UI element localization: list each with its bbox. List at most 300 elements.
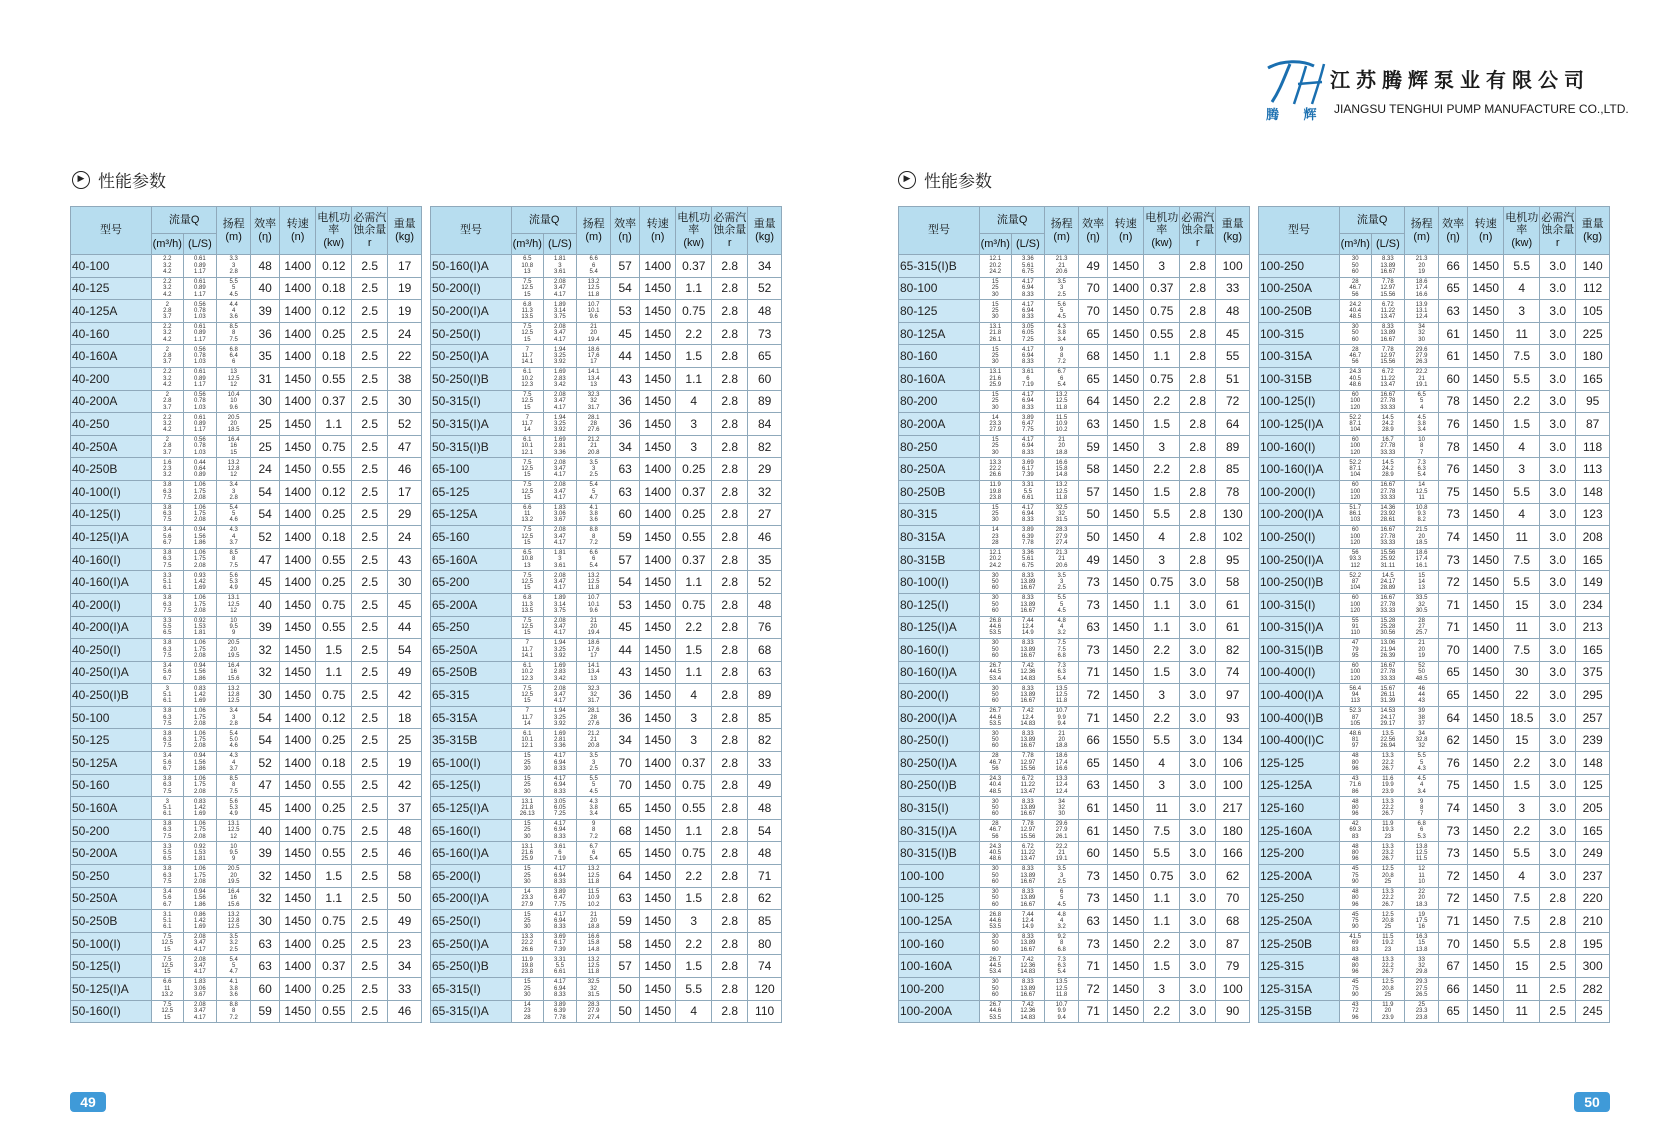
cell-flow-m3h: 13.3 22.2 26.6 xyxy=(980,458,1012,481)
cell-head: 16.4 16 15.6 xyxy=(217,887,251,910)
cell-efficiency: 59 xyxy=(611,910,640,933)
cell-efficiency: 63 xyxy=(611,480,640,503)
cell-model: 65-200 xyxy=(431,571,512,594)
cell-speed: 1400 xyxy=(280,480,316,503)
cell-speed: 1450 xyxy=(1108,571,1144,594)
cell-model: 100-250(I) xyxy=(1259,526,1340,549)
cell-flow-ls: 2.08 3.47 4.17 xyxy=(543,390,577,413)
cell-weight: 48 xyxy=(748,842,782,865)
cell-power: 2.2 xyxy=(1144,706,1180,729)
cell-speed: 1450 xyxy=(1108,819,1144,842)
cell-weight: 54 xyxy=(388,639,422,662)
cell-model: 100-200 xyxy=(899,978,980,1001)
cell-model: 80-125 xyxy=(899,300,980,323)
cell-speed: 1450 xyxy=(280,684,316,707)
cell-head: 10.7 9.9 9.4 xyxy=(1045,1000,1079,1023)
cell-flow-ls: 4.17 6.94 8.33 xyxy=(543,819,577,842)
cell-weight: 18 xyxy=(388,706,422,729)
cell-speed: 1450 xyxy=(640,955,676,978)
table-row xyxy=(899,729,1250,752)
cell-npsh: 2.8 xyxy=(712,955,748,978)
cell-npsh: 2.5 xyxy=(352,300,388,323)
cell-flow-m3h: 30 50 60 xyxy=(980,593,1012,616)
cell-power: 1.1 xyxy=(676,571,712,594)
cell-speed: 1450 xyxy=(1468,887,1504,910)
cell-speed: 1400 xyxy=(1468,639,1504,662)
cell-power: 0.55 xyxy=(676,526,712,549)
cell-weight: 130 xyxy=(1216,503,1250,526)
table-row xyxy=(899,300,1250,323)
header-flow-ls xyxy=(543,234,577,255)
cell-model: 125-125 xyxy=(1259,752,1340,775)
cell-model: 100-315(I) xyxy=(1259,593,1340,616)
cell-npsh: 2.5 xyxy=(352,955,388,978)
cell-flow-ls: 3.69 6.17 7.39 xyxy=(1011,458,1045,481)
cell-speed: 1450 xyxy=(1108,413,1144,436)
cell-flow-ls: 3.89 6.47 7.75 xyxy=(543,887,577,910)
cell-flow-m3h: 56.4 94 113 xyxy=(1340,684,1372,707)
cell-weight: 48 xyxy=(748,593,782,616)
table-row xyxy=(1259,887,1610,910)
cell-efficiency: 73 xyxy=(1439,819,1468,842)
cell-npsh: 2.8 xyxy=(712,865,748,888)
header-flow-text: 流量Q xyxy=(168,213,200,226)
cell-efficiency: 30 xyxy=(251,684,280,707)
cell-speed: 1400 xyxy=(280,571,316,594)
cell-head: 13.2 12.8 12 xyxy=(217,458,251,481)
cell-flow-m3h: 3.8 6.3 7.5 xyxy=(152,819,184,842)
cell-npsh: 2.5 xyxy=(1540,955,1576,978)
cell-power: 2.2 xyxy=(676,616,712,639)
cell-power: 0.55 xyxy=(316,458,352,481)
cell-power: 1.5 xyxy=(316,865,352,888)
cell-npsh: 2.8 xyxy=(1180,277,1216,300)
cell-power: 1.1 xyxy=(676,819,712,842)
cell-head: 10 9.5 9 xyxy=(217,616,251,639)
table-row xyxy=(71,616,422,639)
cell-weight: 74 xyxy=(748,955,782,978)
cell-power: 0.55 xyxy=(316,548,352,571)
cell-speed: 1450 xyxy=(640,865,676,888)
cell-model: 40-250(I) xyxy=(71,639,152,662)
header-power xyxy=(676,207,712,255)
cell-head: 6.8 6.4 6 xyxy=(217,345,251,368)
cell-efficiency: 36 xyxy=(611,684,640,707)
cell-power: 2.2 xyxy=(676,322,712,345)
table-row xyxy=(71,593,422,616)
cell-flow-ls: 4.17 6.94 8.33 xyxy=(543,752,577,775)
cell-weight: 42 xyxy=(388,774,422,797)
cell-weight: 33 xyxy=(1216,277,1250,300)
cell-head: 6.7 6 5.4 xyxy=(1045,367,1079,390)
cell-efficiency: 76 xyxy=(1439,413,1468,436)
header-weight-text: 重量 xyxy=(1221,218,1244,231)
table-row xyxy=(431,729,782,752)
cell-head: 18.6 17.4 16.6 xyxy=(1405,277,1439,300)
cell-model: 50-200A xyxy=(71,842,152,865)
cell-model: 65-250B xyxy=(431,661,512,684)
cell-efficiency: 58 xyxy=(1079,458,1108,481)
table-row xyxy=(899,842,1250,865)
table-row xyxy=(431,345,782,368)
cell-flow-ls: 16.67 27.78 33.33 xyxy=(1371,526,1405,549)
cell-head: 16.4 16 15 xyxy=(217,435,251,458)
cell-weight: 62 xyxy=(748,887,782,910)
header-weight-text: (kg) xyxy=(1223,230,1243,243)
table-row xyxy=(71,480,422,503)
cell-flow-ls: 2.08 3.47 4.17 xyxy=(183,1000,217,1023)
cell-efficiency: 73 xyxy=(1439,842,1468,865)
cell-power: 22 xyxy=(1504,684,1540,707)
table-row xyxy=(431,300,782,323)
table-row xyxy=(431,684,782,707)
cell-flow-ls: 4.17 6.94 8.33 xyxy=(1011,345,1045,368)
cell-npsh: 3.0 xyxy=(1540,842,1576,865)
cell-npsh: 3.0 xyxy=(1540,616,1576,639)
cell-head: 4.3 3.8 3.4 xyxy=(577,797,611,820)
header-model xyxy=(1259,207,1340,255)
cell-efficiency: 71 xyxy=(1079,1000,1108,1023)
cell-npsh: 2.5 xyxy=(352,435,388,458)
cell-npsh: 3.0 xyxy=(1180,1000,1216,1023)
cell-flow-m3h: 30 50 60 xyxy=(980,887,1012,910)
cell-power: 2.2 xyxy=(1504,819,1540,842)
cell-model: 80-100 xyxy=(899,277,980,300)
cell-npsh: 2.8 xyxy=(712,729,748,752)
cell-power: 0.75 xyxy=(1144,571,1180,594)
cell-speed: 1400 xyxy=(1108,277,1144,300)
cell-npsh: 2.5 xyxy=(352,1000,388,1023)
table-row xyxy=(1259,910,1610,933)
cell-efficiency: 73 xyxy=(1079,932,1108,955)
cell-flow-m3h: 7.5 12.5 15 xyxy=(512,571,544,594)
cell-weight: 68 xyxy=(1216,910,1250,933)
cell-flow-m3h: 47 79 95 xyxy=(1340,639,1372,662)
cell-flow-ls: 13.3 22.2 26.7 xyxy=(1371,752,1405,775)
cell-npsh: 3.0 xyxy=(1540,774,1576,797)
cell-model: 40-160(I) xyxy=(71,548,152,571)
table-row xyxy=(71,322,422,345)
cell-efficiency: 60 xyxy=(251,978,280,1001)
header-weight-text: 重量 xyxy=(393,218,416,231)
cell-speed: 1450 xyxy=(280,887,316,910)
cell-efficiency: 63 xyxy=(251,932,280,955)
table-row xyxy=(899,526,1250,549)
cell-efficiency: 64 xyxy=(1439,706,1468,729)
cell-flow-m3h: 60 100 120 xyxy=(1340,390,1372,413)
cell-model: 40-250B xyxy=(71,458,152,481)
cell-flow-ls: 1.94 3.25 3.92 xyxy=(543,413,577,436)
header-power-text: 电机功率 xyxy=(677,212,711,237)
cell-speed: 1450 xyxy=(1108,932,1144,955)
cell-power: 0.18 xyxy=(316,345,352,368)
cell-model: 65-160(I) xyxy=(431,819,512,842)
table-row xyxy=(1259,1000,1610,1023)
cell-speed: 1450 xyxy=(280,774,316,797)
cell-efficiency: 50 xyxy=(1079,503,1108,526)
cell-efficiency: 72 xyxy=(1439,865,1468,888)
cell-npsh: 3.0 xyxy=(1540,865,1576,888)
cell-flow-ls: 12.5 20.8 25 xyxy=(1371,910,1405,933)
cell-efficiency: 54 xyxy=(611,277,640,300)
cell-model: 80-200A xyxy=(899,413,980,436)
table-row xyxy=(1259,616,1610,639)
cell-npsh: 2.8 xyxy=(712,910,748,933)
cell-weight: 30 xyxy=(388,571,422,594)
cell-flow-ls: 14.53 24.17 29.17 xyxy=(1371,706,1405,729)
cell-weight: 89 xyxy=(748,390,782,413)
cell-head: 39 38 37 xyxy=(1405,706,1439,729)
spec-table-1 xyxy=(70,206,422,1023)
cell-power: 1.1 xyxy=(316,661,352,684)
cell-flow-ls: 1.81 3 3.61 xyxy=(543,548,577,571)
cell-head: 7.3 6.3 5.4 xyxy=(1045,661,1079,684)
cell-npsh: 3.0 xyxy=(1540,255,1576,278)
cell-power: 0.25 xyxy=(316,797,352,820)
cell-efficiency: 62 xyxy=(1439,729,1468,752)
cell-flow-ls: 16.67 27.78 33.33 xyxy=(1371,593,1405,616)
cell-efficiency: 63 xyxy=(1079,616,1108,639)
cell-power: 0.18 xyxy=(316,277,352,300)
cell-speed: 1450 xyxy=(1468,978,1504,1001)
cell-model: 50-250 xyxy=(71,865,152,888)
cell-weight: 17 xyxy=(388,480,422,503)
cell-weight: 48 xyxy=(748,300,782,323)
cell-model: 80-315(I)B xyxy=(899,842,980,865)
table-row xyxy=(431,774,782,797)
cell-flow-m3h: 30 50 60 xyxy=(980,684,1012,707)
cell-head: 16.4 16 15.6 xyxy=(217,661,251,684)
cell-speed: 1450 xyxy=(1108,887,1144,910)
header-weight xyxy=(388,207,422,255)
cell-flow-ls: 7.42 12.36 14.83 xyxy=(1011,1000,1045,1023)
cell-efficiency: 35 xyxy=(251,345,280,368)
cell-power: 1.1 xyxy=(676,277,712,300)
cell-efficiency: 61 xyxy=(1079,819,1108,842)
cell-head: 8.8 8 7.2 xyxy=(217,1000,251,1023)
cell-npsh: 2.5 xyxy=(352,842,388,865)
cell-power: 4 xyxy=(1504,277,1540,300)
cell-speed: 1450 xyxy=(280,1000,316,1023)
cell-flow-ls: 4.17 6.94 8.33 xyxy=(1011,300,1045,323)
cell-power: 4 xyxy=(1504,435,1540,458)
table-row xyxy=(899,322,1250,345)
cell-model: 40-250(I)B xyxy=(71,684,152,707)
cell-flow-ls: 1.94 3.25 3.92 xyxy=(543,706,577,729)
header-efficiency-text: (η) xyxy=(1446,230,1460,243)
table-row xyxy=(899,593,1250,616)
cell-model: 80-315A xyxy=(899,526,980,549)
cell-speed: 1450 xyxy=(1468,752,1504,775)
cell-weight: 113 xyxy=(1576,458,1610,481)
cell-flow-m3h: 14 23.3 27.9 xyxy=(512,887,544,910)
cell-efficiency: 54 xyxy=(251,503,280,526)
cell-weight: 25 xyxy=(388,729,422,752)
cell-speed: 1450 xyxy=(1108,390,1144,413)
cell-npsh: 3.0 xyxy=(1180,910,1216,933)
cell-efficiency: 32 xyxy=(251,887,280,910)
header-flow-ls xyxy=(1011,234,1045,255)
cell-npsh: 2.8 xyxy=(1540,910,1576,933)
cell-model: 100-250A xyxy=(1259,277,1340,300)
cell-flow-ls: 8.33 13.89 16.67 xyxy=(1011,865,1045,888)
cell-efficiency: 74 xyxy=(1439,797,1468,820)
cell-model: 50-125(I) xyxy=(71,955,152,978)
cell-head: 6.8 6 5.3 xyxy=(1405,819,1439,842)
cell-efficiency: 52 xyxy=(251,526,280,549)
cell-flow-m3h: 30 50 60 xyxy=(980,865,1012,888)
cell-flow-ls: 15.28 25.28 30.56 xyxy=(1371,616,1405,639)
cell-weight: 120 xyxy=(748,978,782,1001)
cell-speed: 1400 xyxy=(280,322,316,345)
cell-flow-m3h: 13.1 21.8 26.1 xyxy=(980,322,1012,345)
cell-flow-ls: 0.56 0.78 1.03 xyxy=(183,345,217,368)
cell-speed: 1450 xyxy=(640,729,676,752)
cell-npsh: 3.0 xyxy=(1180,593,1216,616)
cell-efficiency: 48 xyxy=(251,255,280,278)
cell-npsh: 3.0 xyxy=(1540,639,1576,662)
table-row xyxy=(1259,706,1610,729)
cell-npsh: 2.5 xyxy=(1540,978,1576,1001)
cell-power: 7.5 xyxy=(1504,639,1540,662)
table-row xyxy=(1259,955,1610,978)
cell-efficiency: 40 xyxy=(251,819,280,842)
cell-power: 3 xyxy=(1504,300,1540,323)
cell-power: 3 xyxy=(1504,797,1540,820)
cell-flow-ls: 1.81 3 3.61 xyxy=(543,255,577,278)
cell-speed: 1450 xyxy=(1468,300,1504,323)
header-power-text: (kw) xyxy=(683,236,705,249)
cell-efficiency: 31 xyxy=(251,367,280,390)
cell-flow-m3h: 28 46.7 56 xyxy=(1340,277,1372,300)
cell-flow-ls: 4.17 6.94 8.33 xyxy=(1011,503,1045,526)
cell-efficiency: 59 xyxy=(1079,435,1108,458)
cell-power: 15 xyxy=(1504,729,1540,752)
cell-flow-ls: 4.17 6.94 8.33 xyxy=(1011,277,1045,300)
cell-head: 10 8 7 xyxy=(1405,435,1439,458)
cell-speed: 1450 xyxy=(1468,616,1504,639)
cell-npsh: 2.8 xyxy=(1180,435,1216,458)
cell-flow-ls: 7.78 12.97 15.56 xyxy=(1011,819,1045,842)
cell-flow-ls: 16.67 27.78 33.33 xyxy=(1371,480,1405,503)
table-row xyxy=(71,1000,422,1023)
cell-flow-ls: 1.06 1.75 2.08 xyxy=(183,865,217,888)
table-row xyxy=(1259,480,1610,503)
cell-head: 5.6 5.3 4.9 xyxy=(217,797,251,820)
header-npsh-text: r xyxy=(1555,236,1560,249)
cell-efficiency: 73 xyxy=(1079,865,1108,888)
cell-head: 13.2 12.8 12.5 xyxy=(217,684,251,707)
th-monogram-icon xyxy=(1262,58,1332,108)
cell-weight: 165 xyxy=(1576,819,1610,842)
cell-npsh: 2.8 xyxy=(712,639,748,662)
cell-model: 80-250B xyxy=(899,480,980,503)
cell-flow-m3h: 28 46.7 56 xyxy=(980,752,1012,775)
cell-head: 8.5 8 7.5 xyxy=(217,548,251,571)
cell-npsh: 2.8 xyxy=(712,548,748,571)
cell-head: 20.5 20 19.5 xyxy=(217,639,251,662)
cell-flow-ls: 2.08 3.47 4.17 xyxy=(543,480,577,503)
cell-flow-ls: 4.17 6.94 8.33 xyxy=(543,910,577,933)
cell-npsh: 2.5 xyxy=(352,322,388,345)
section-title-text: 性能参数 xyxy=(98,172,166,192)
cell-head: 3.4 3 2.8 xyxy=(217,480,251,503)
cell-speed: 1450 xyxy=(640,345,676,368)
cell-power: 0.37 xyxy=(676,752,712,775)
cell-speed: 1400 xyxy=(280,978,316,1001)
cell-model: 40-250 xyxy=(71,413,152,436)
cell-head: 13.3 12.4 12.4 xyxy=(1045,774,1079,797)
cell-model: 80-160(I) xyxy=(899,639,980,662)
cell-model: 80-125A xyxy=(899,322,980,345)
cell-weight: 148 xyxy=(1576,752,1610,775)
cell-model: 50-160 xyxy=(71,774,152,797)
cell-weight: 76 xyxy=(748,616,782,639)
cell-weight: 220 xyxy=(1576,887,1610,910)
cell-flow-ls: 1.06 1.75 2.08 xyxy=(183,548,217,571)
cell-power: 2.2 xyxy=(1144,390,1180,413)
company-logo xyxy=(1262,58,1629,123)
cell-speed: 1450 xyxy=(1108,865,1144,888)
cell-power: 11 xyxy=(1504,978,1540,1001)
table-row xyxy=(899,571,1250,594)
cell-flow-m3h: 3.8 6.3 7.5 xyxy=(152,774,184,797)
cell-head: 5.4 5 4.7 xyxy=(577,480,611,503)
cell-speed: 1450 xyxy=(1108,639,1144,662)
cell-weight: 205 xyxy=(1576,797,1610,820)
cell-weight: 85 xyxy=(748,910,782,933)
cell-flow-ls: 4.17 6.94 8.33 xyxy=(543,865,577,888)
cell-npsh: 3.0 xyxy=(1180,571,1216,594)
cell-power: 3 xyxy=(676,413,712,436)
cell-model: 125-315 xyxy=(1259,955,1340,978)
cell-npsh: 2.8 xyxy=(712,684,748,707)
cell-weight: 29 xyxy=(748,458,782,481)
cell-efficiency: 54 xyxy=(611,571,640,594)
cell-flow-m3h: 30 50 60 xyxy=(980,639,1012,662)
cell-npsh: 3.0 xyxy=(1540,593,1576,616)
cell-efficiency: 75 xyxy=(1439,480,1468,503)
cell-speed: 1450 xyxy=(1468,774,1504,797)
cell-head: 20.5 20 19.5 xyxy=(217,865,251,888)
cell-weight: 58 xyxy=(1216,571,1250,594)
cell-flow-m3h: 6.8 11.3 13.5 xyxy=(512,300,544,323)
table-row xyxy=(899,819,1250,842)
cell-flow-ls: 16.7 27.78 33.33 xyxy=(1371,435,1405,458)
cell-head: 21 20 18.8 xyxy=(1045,435,1079,458)
cell-head: 34 32.8 32 xyxy=(1405,729,1439,752)
table-row xyxy=(1259,548,1610,571)
cell-weight: 19 xyxy=(388,277,422,300)
cell-flow-ls: 0.44 0.64 0.89 xyxy=(183,458,217,481)
cell-npsh: 3.0 xyxy=(1540,480,1576,503)
cell-flow-ls: 1.06 1.75 2.08 xyxy=(183,480,217,503)
cell-power: 1.5 xyxy=(1144,955,1180,978)
cell-model: 125-250A xyxy=(1259,910,1340,933)
cell-weight: 165 xyxy=(1576,548,1610,571)
cell-power: 1.5 xyxy=(1144,413,1180,436)
cell-power: 0.37 xyxy=(676,548,712,571)
cell-speed: 1450 xyxy=(1108,526,1144,549)
cell-weight: 89 xyxy=(748,684,782,707)
table-row xyxy=(899,390,1250,413)
cell-flow-ls: 0.61 0.89 1.17 xyxy=(183,367,217,390)
cell-power: 0.37 xyxy=(676,255,712,278)
cell-npsh: 2.8 xyxy=(712,480,748,503)
cell-power: 5.5 xyxy=(676,978,712,1001)
cell-flow-m3h: 6.6 11 13.2 xyxy=(152,978,184,1001)
cell-flow-ls: 6.72 11.22 13.47 xyxy=(1371,300,1405,323)
